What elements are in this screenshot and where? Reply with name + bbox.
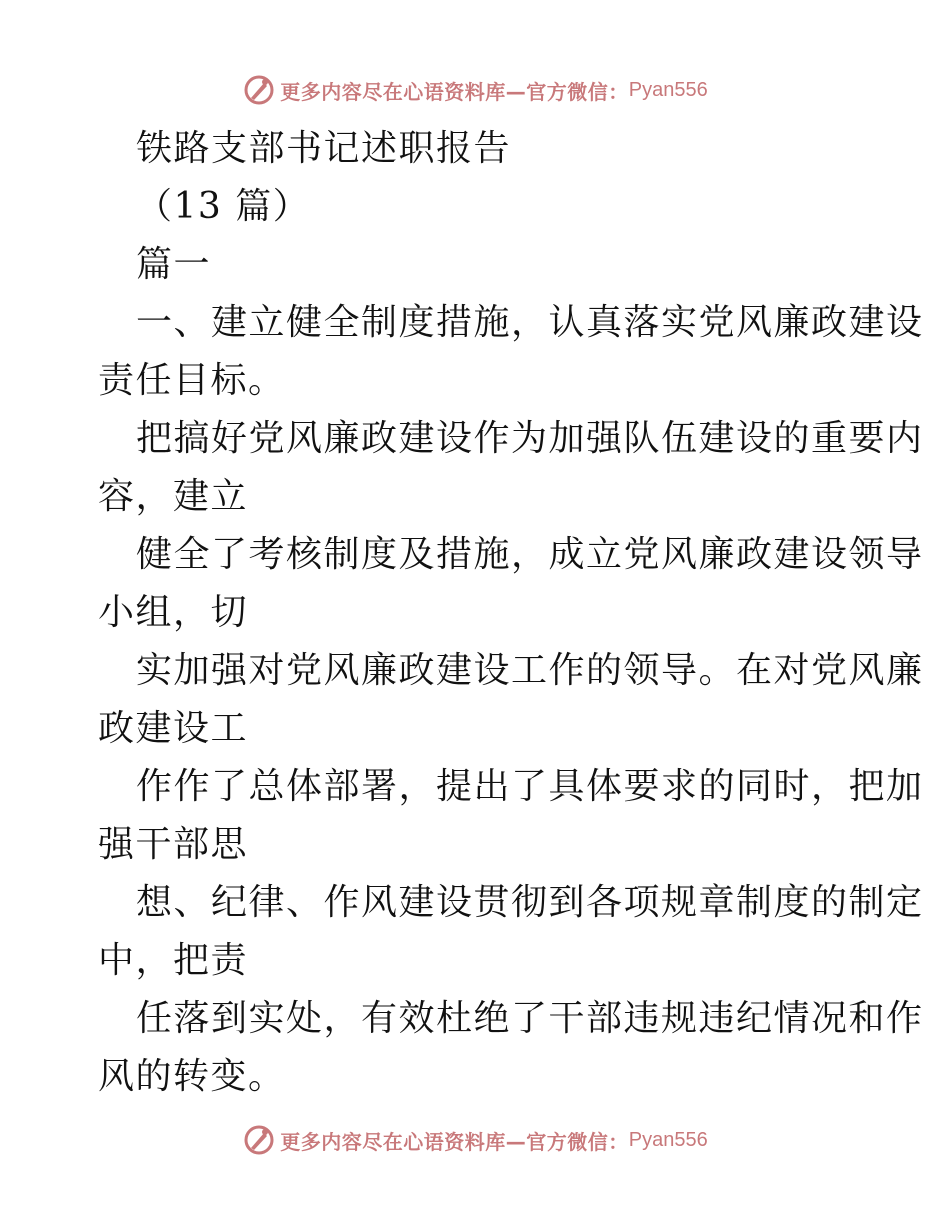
paragraph-line: 想、纪律、作风建设贯彻到各项规章制度的制定	[136, 882, 924, 923]
watermark-text: 更多内容尽在心语资料库—官方微信：	[280, 79, 629, 104]
paragraph-line: 实加强对党风廉政建设工作的领导。在对党风廉	[136, 650, 924, 691]
pen-logo-icon	[242, 1123, 276, 1157]
paragraph-line: 容，建立	[98, 476, 249, 517]
paragraph-line: 小组，切	[98, 592, 249, 633]
watermark-wechat-id: Pyan556	[628, 1128, 708, 1151]
watermark-banner-bottom	[0, 1120, 950, 1160]
doc-subtitle: （13 篇）	[136, 186, 311, 227]
watermark-wechat-id: Pyan556	[628, 78, 708, 101]
paragraph-line: 健全了考核制度及措施，成立党风廉政建设领导	[136, 534, 924, 575]
watermark-text: 更多内容尽在心语资料库—官方微信：	[280, 1129, 629, 1154]
paragraph-line: 责任目标。	[98, 360, 286, 401]
paragraph-line: 任落到实处，有效杜绝了干部违规违纪情况和作	[136, 998, 924, 1039]
section-heading: 篇一	[136, 244, 212, 285]
document-body	[98, 120, 924, 1106]
doc-title: 铁路支部书记述职报告	[136, 128, 512, 169]
paragraph-line: 中，把责	[98, 940, 249, 981]
paragraph-line: 强干部思	[98, 824, 249, 865]
paragraph-line: 风的转变。	[98, 1056, 286, 1097]
paragraph-line: 把搞好党风廉政建设作为加强队伍建设的重要内	[136, 418, 924, 459]
pen-logo-icon	[242, 73, 276, 107]
watermark-banner-top	[0, 70, 950, 110]
paragraph-line: 一、建立健全制度措施，认真落实党风廉政建设	[136, 302, 924, 343]
paragraph-line: 作作了总体部署，提出了具体要求的同时，把加	[136, 766, 924, 807]
paragraph-line: 政建设工	[98, 708, 249, 749]
